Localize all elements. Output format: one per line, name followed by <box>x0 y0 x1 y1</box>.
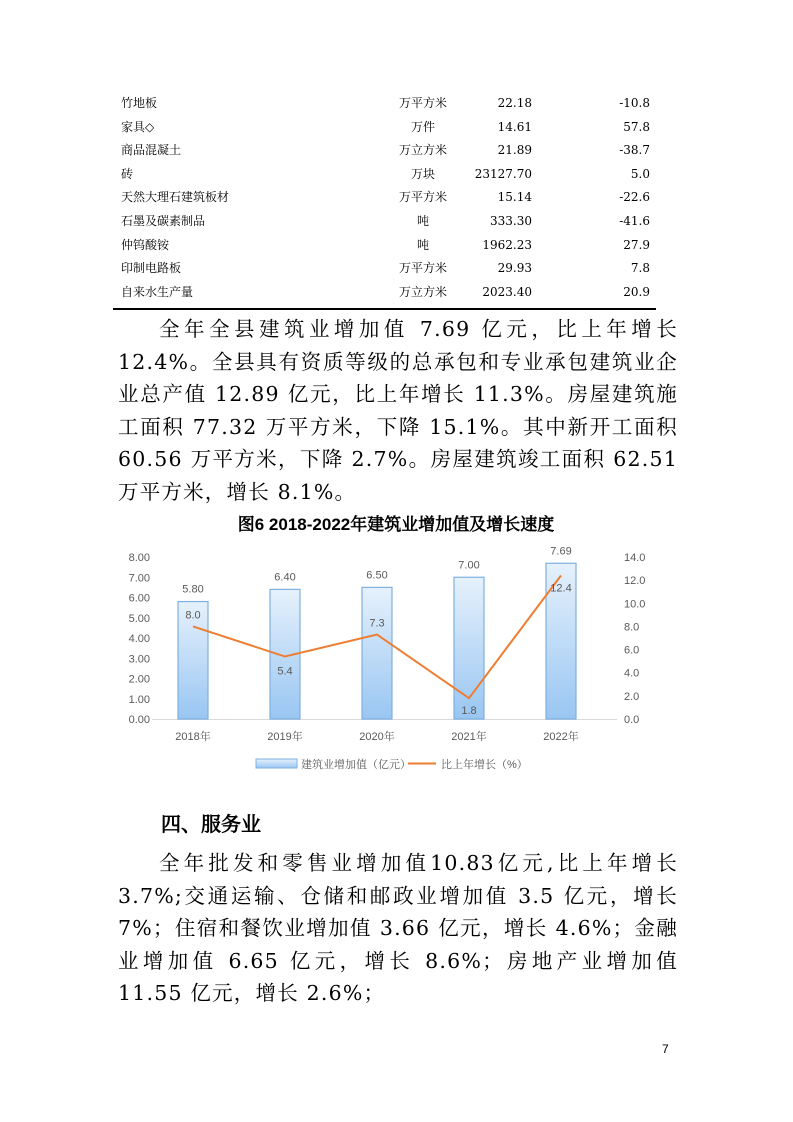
growth-rate: -22.6 <box>619 190 650 205</box>
legend-bar-swatch <box>256 759 297 768</box>
right-axis-tick-label: 12.0 <box>624 575 646 588</box>
unit: 万平方米 <box>398 96 447 110</box>
page-number: 7 <box>662 1042 669 1056</box>
product-name: 石墨及碳素制品 <box>121 213 206 228</box>
right-axis-tick-label: 8.0 <box>624 621 640 634</box>
left-axis-tick-label: 3.00 <box>128 653 150 666</box>
output-value: 23127.70 <box>474 166 532 181</box>
left-axis-tick-label: 4.00 <box>128 633 150 645</box>
right-axis-tick-label: 2.0 <box>624 690 640 703</box>
output-value: 1962.23 <box>482 237 532 252</box>
product-output-table <box>113 92 656 310</box>
services-paragraph <box>118 847 678 1010</box>
right-axis-tick-label: 0.0 <box>624 714 640 726</box>
unit: 万平方米 <box>398 261 447 276</box>
left-axis-tick-label: 6.00 <box>128 592 150 605</box>
product-name: 印制电路板 <box>121 261 182 276</box>
left-axis-tick-label: 1.00 <box>128 693 150 706</box>
product-name: 商品混凝土 <box>121 143 182 158</box>
product-name: 家具◇ <box>121 119 155 134</box>
table-row <box>113 92 656 116</box>
unit: 万立方米 <box>398 143 447 158</box>
growth-rate: -10.8 <box>619 96 650 110</box>
bar-data-label: 6.50 <box>366 569 388 582</box>
line-data-label: 5.4 <box>277 665 293 678</box>
line-data-label: 1.8 <box>461 705 477 718</box>
output-value: 333.30 <box>490 213 532 228</box>
unit: 万立方米 <box>398 284 447 299</box>
output-value: 2023.40 <box>482 284 532 299</box>
section-heading: 四、服务业 <box>161 812 261 836</box>
growth-rate: -38.7 <box>619 143 650 158</box>
product-name: 竹地板 <box>121 96 158 110</box>
growth-rate: 57.8 <box>623 119 650 134</box>
unit: 万块 <box>410 166 435 181</box>
services-paragraph-text: 全年批发和零售业增加值10.83亿元,比上年增长3.7%;交通运输、仓储和邮政业增加值 3.5 亿元，增长 7%；住宿和餐饮业增加值 3.66 亿元，增长 4.6%；金融业增加值 6.65 亿元，增长 8.6%；房地产业增加值 11.55 亿元，增长 2.6%； <box>118 851 678 1006</box>
bar-data-label: 7.00 <box>458 559 480 572</box>
x-axis-category-label: 2018年 <box>175 731 211 743</box>
unit: 吨 <box>416 213 429 228</box>
left-axis-tick-label: 8.00 <box>128 552 150 564</box>
output-value: 15.14 <box>497 190 532 205</box>
bar-construction-value <box>362 587 392 719</box>
x-axis-category-label: 2021年 <box>451 731 487 743</box>
unit: 万平方米 <box>398 190 447 205</box>
chart-title: 图6 2018-2022年建筑业增加值及增长速度 <box>237 515 555 534</box>
table-row <box>113 257 656 281</box>
table-row <box>113 139 656 163</box>
left-axis-tick-label: 0.00 <box>128 714 150 726</box>
legend-bar-label: 建筑业增加值（亿元） <box>301 759 411 771</box>
construction-paragraph-text: 全年全县建筑业增加值 7.69 亿元，比上年增长 12.4%。全县具有资质等级的总承包和专业承包建筑业企业总产值 12.89 亿元，比上年增长 11.3%。房屋建筑施工面积 77.32 万平方米，下降 15.1%。其中新开工面积 60.56 万平方米，下降 2.7%。房屋建筑竣工面积 62.51 万平方米，增长 8.1%。 <box>118 317 678 504</box>
output-value: 22.18 <box>497 96 532 110</box>
bar-data-label: 5.80 <box>182 583 204 596</box>
right-axis-tick-label: 10.0 <box>624 598 646 611</box>
table-row <box>113 210 656 234</box>
left-axis-tick-label: 5.00 <box>128 612 150 625</box>
output-value: 14.61 <box>497 119 532 134</box>
output-value: 21.89 <box>497 143 532 158</box>
x-axis-category-label: 2019年 <box>267 731 303 743</box>
growth-rate: 27.9 <box>623 237 650 252</box>
product-name: 自来水生产量 <box>121 284 194 299</box>
growth-rate: -41.6 <box>619 213 650 228</box>
line-data-label: 12.4 <box>550 582 572 595</box>
product-name: 仲钨酸铵 <box>121 237 170 252</box>
table-row <box>113 163 656 187</box>
line-data-label: 8.0 <box>185 609 201 622</box>
right-axis-tick-label: 6.0 <box>624 644 640 657</box>
table-row <box>113 234 656 258</box>
table-row <box>113 116 656 140</box>
legend-line-label: 比上年增长（%） <box>441 759 528 771</box>
table-row <box>113 281 656 305</box>
line-data-label: 7.3 <box>369 617 385 630</box>
growth-rate: 20.9 <box>623 284 650 299</box>
right-axis-tick-label: 14.0 <box>624 552 646 564</box>
right-axis-tick-label: 4.0 <box>624 667 640 680</box>
unit: 万件 <box>410 119 435 134</box>
growth-rate: 7.8 <box>630 261 650 276</box>
product-name: 砖 <box>121 166 134 181</box>
unit: 吨 <box>416 237 429 252</box>
x-axis-category-label: 2020年 <box>359 731 395 743</box>
bar-data-label: 7.69 <box>550 545 572 558</box>
left-axis-tick-label: 7.00 <box>128 572 150 585</box>
table-row <box>113 186 656 210</box>
growth-rate: 5.0 <box>630 166 650 181</box>
left-axis-tick-label: 2.00 <box>128 673 150 686</box>
bar-data-label: 6.40 <box>274 571 296 584</box>
construction-chart <box>0 505 793 795</box>
output-value: 29.93 <box>497 261 532 276</box>
x-axis-category-label: 2022年 <box>543 731 579 743</box>
construction-paragraph <box>118 313 678 509</box>
product-name: 天然大理石建筑板材 <box>121 190 230 205</box>
